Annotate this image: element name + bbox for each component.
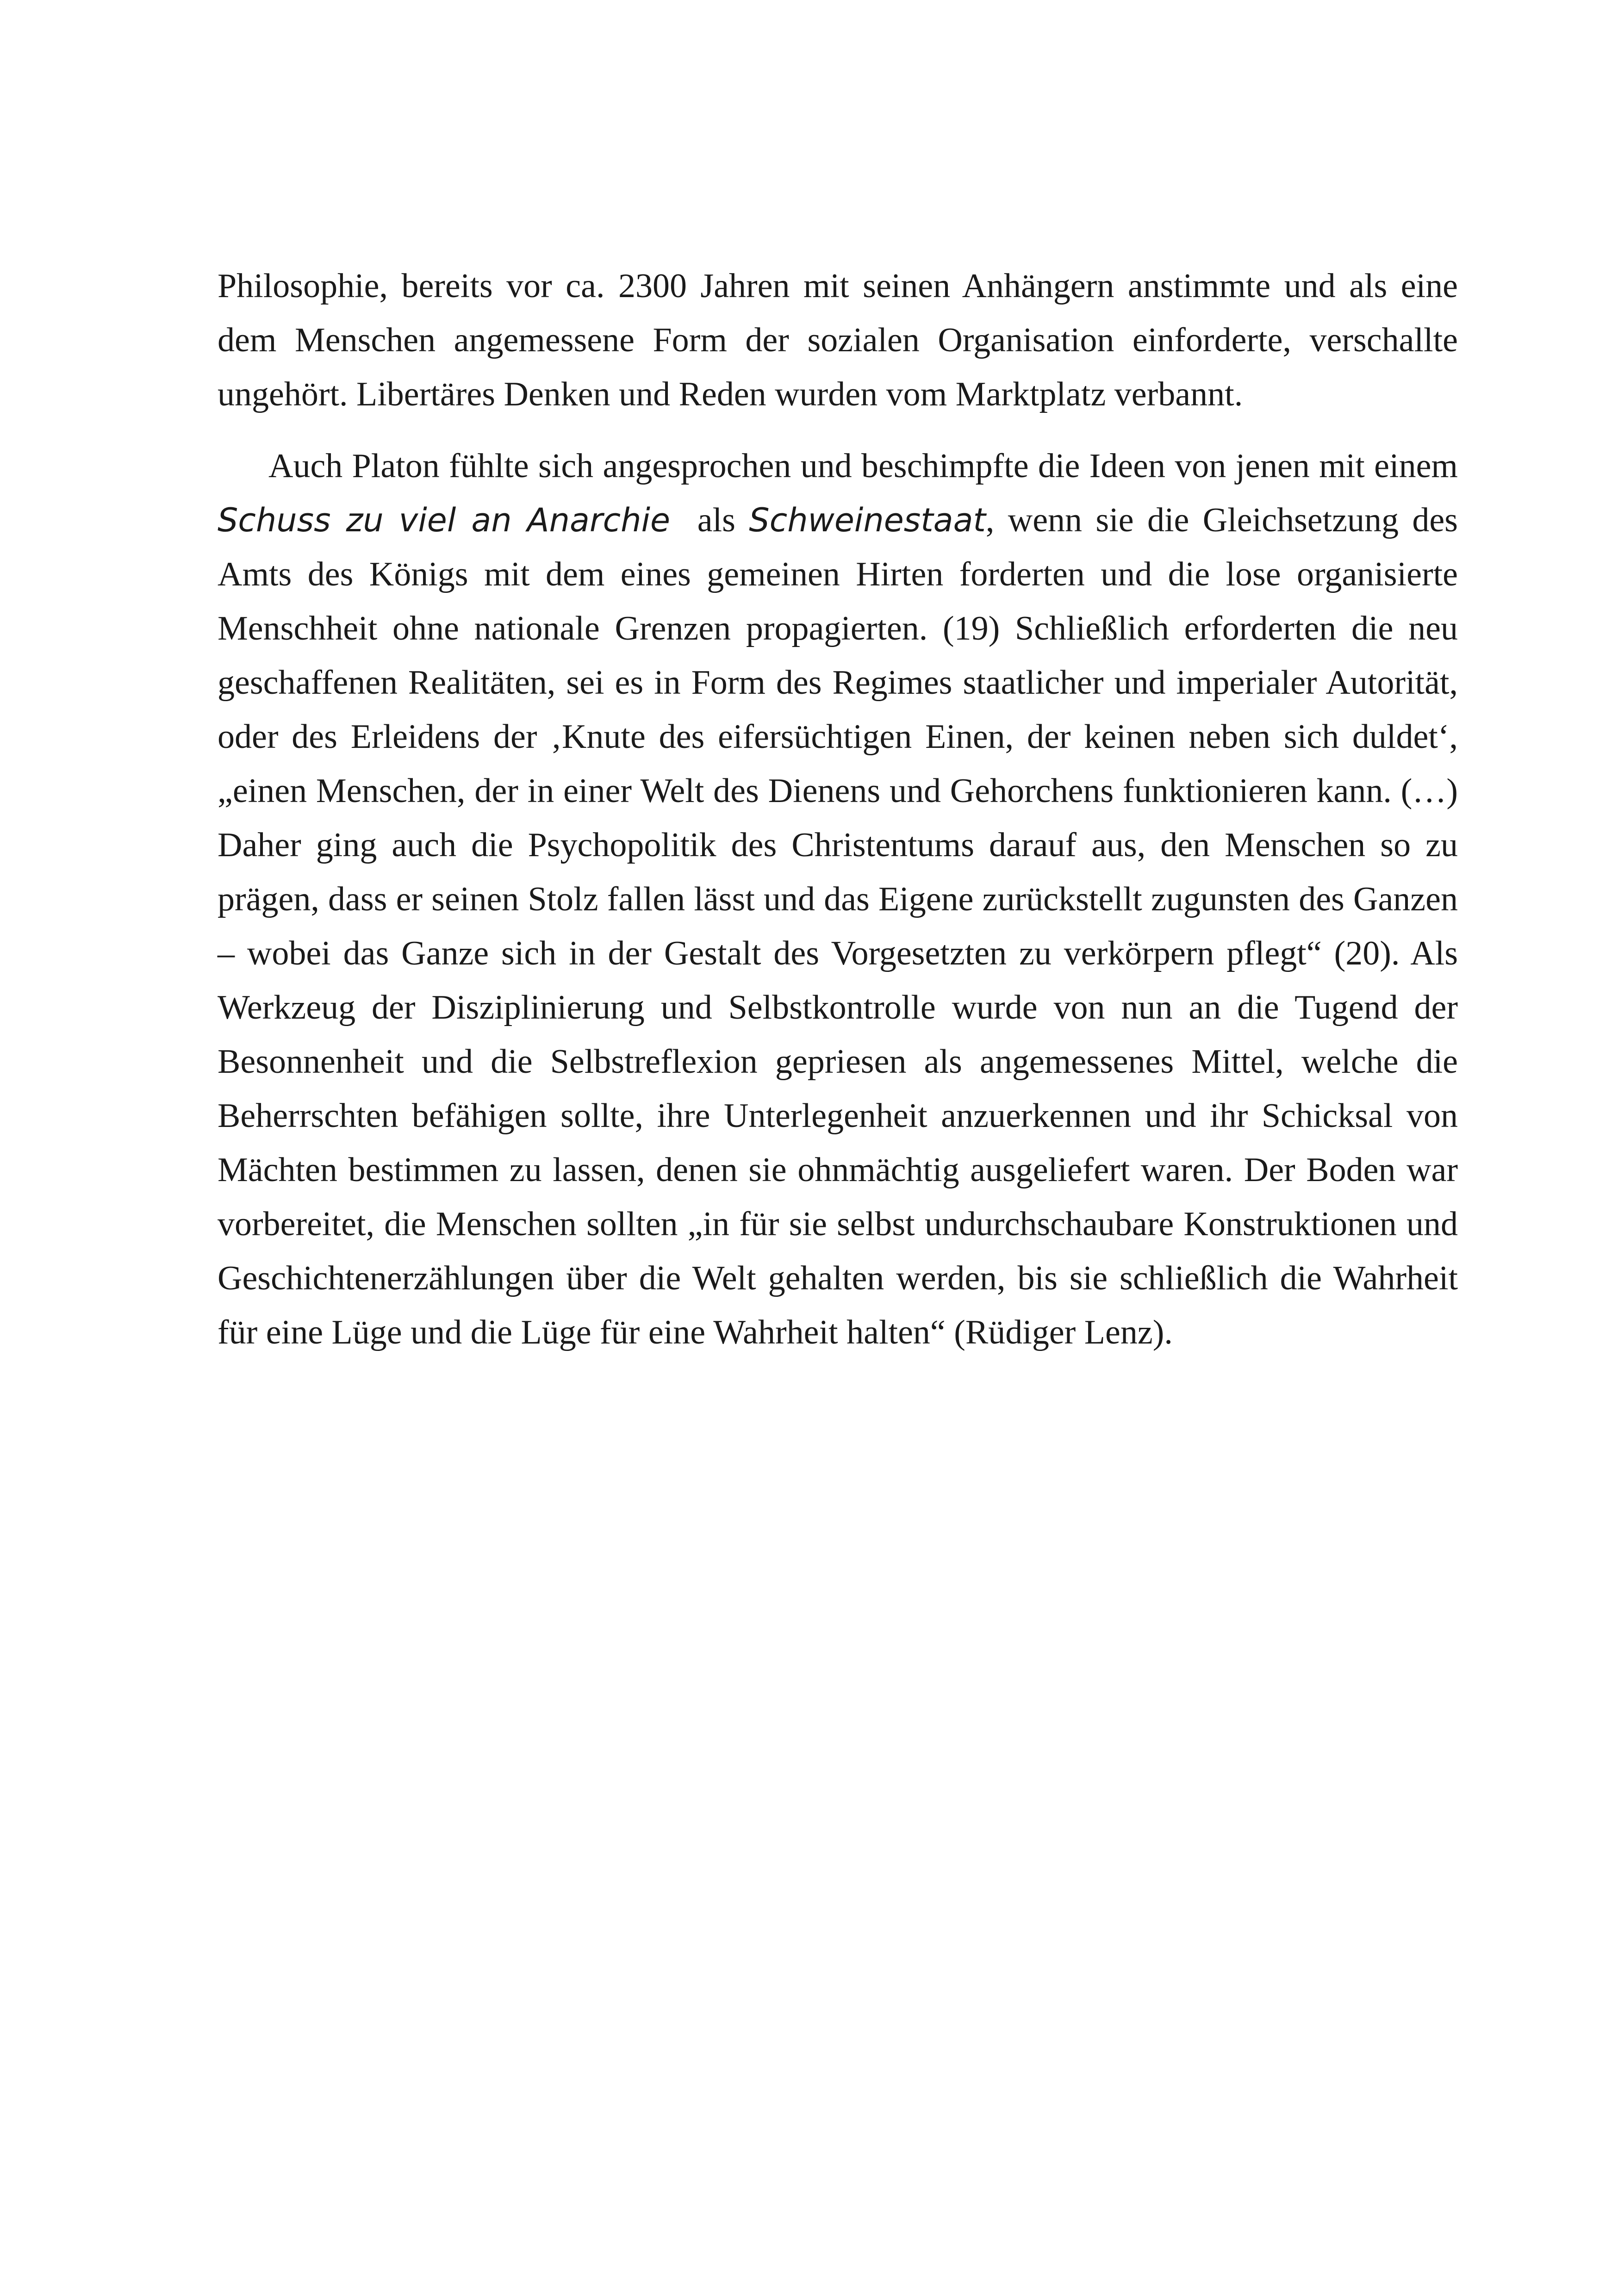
- paragraph-1: Philosophie, bereits vor ca. 2300 Jahren mit seinen Anhängern anstimmte und als eine dem Menschen angemessene Form der sozialen Organisation einforderte, verschallte ungehört. Libertäres Denken und Reden wurden vom Marktplatz verbannt.: [218, 267, 1458, 413]
- paragraph-2-text-1: Auch Platon fühlte sich angesprochen und beschimpfte die Ideen von jenen mit einem: [268, 447, 1458, 485]
- paragraph-2: [218, 439, 1458, 1360]
- paragraph-2-text-2: als: [670, 501, 749, 539]
- emphasis-schuss-zu-viel: Schuss zu viel an Anarchie: [218, 501, 671, 539]
- emphasis-schweinestaat: Schweinestaat: [749, 501, 986, 539]
- body-text: [218, 259, 1458, 1360]
- paragraph-2-text-3: , wenn sie die Gleichsetzung des Amts des Königs mit dem eines gemeinen Hirten forderten und die lose organisierte Menschheit ohne nationale Grenzen propagierten. (19) Schließlich erforderten die neu geschaffenen Realitäten, sei es in Form des Regimes staatlicher und imperialer Autorität, oder des Erleidens der ‚Knute des eifersüchtigen Einen, der keinen neben sich duldet‘, „einen Menschen, der in einer Welt des Dienens und Gehorchens funktionieren kann. (…) Daher ging auch die Psychopolitik des Christentums darauf aus, den Menschen so zu prägen, dass er seinen Stolz fallen lässt und das Eigene zurückstellt zugunsten des Ganzen – wobei das Ganze sich in der Gestalt des Vorgesetzten zu verkörpern pflegt“ (20). Als Werkzeug der Disziplinierung und Selbstkontrolle wurde von nun an die Tugend der Besonnenheit und die Selbstreflexion gepriesen als angemessenes Mittel, welche die Beherrschten befähigen sollte, ihre Unterlegenheit anzuerkennen und ihr Schicksal von Mächten bestimmen zu lassen, denen sie ohnmächtig ausgeliefert waren. Der Boden war vorbereitet, die Menschen sollten „in für sie selbst undurchschaubare Konstruktionen und Geschichtenerzählungen über die Welt gehalten werden, bis sie schließlich die Wahrheit für eine Lüge und die Lüge für eine Wahrheit halten“ (Rüdiger Lenz).: [218, 501, 1458, 1351]
